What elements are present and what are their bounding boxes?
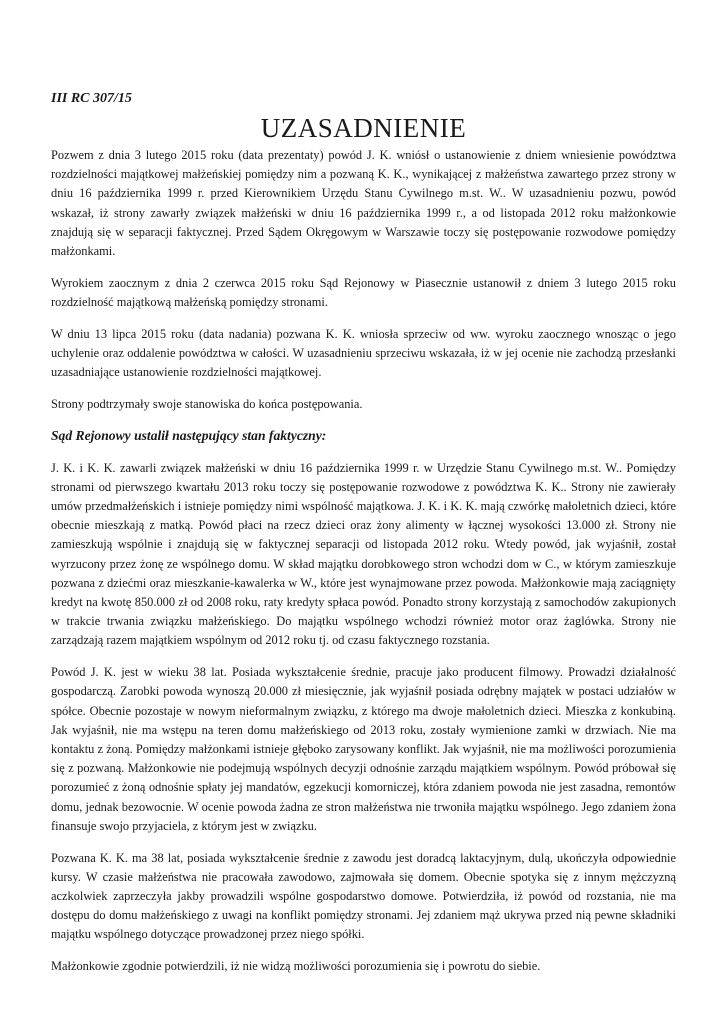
paragraph-marriage-facts: J. K. i K. K. zawarli związek małżeński w dniu 16 października 1999 r. w Urzędzie Stanu Cywilnego m.st. W.. Pomiędzy stronami od pierwszego kwartału 2013 roku toczy się postępowanie rozwodowe z powództwa K. K.. Strony nie zawierały umów przedmałżeńskich i istnieje pomiędzy nimi wspólność majątkowa. J. K. i K. K. mają czwórkę małoletnich dzieci, które obecnie mieszkają z matką. Powód płaci na rzecz dzieci oraz żony alimenty w łącznej wysokości 13.000 zł. Strony nie zamieszkują wspólnie i znajdują się w faktycznej separacji od listopada 2012 roku. Wtedy powód, jak wyjaśnił, został wyrzucony przez żonę ze wspólnego domu. W skład majątku dorobkowego stron wchodzi dom w C., w którym zamieszkuje pozwana z dziećmi oraz mieszkanie-kawalerka w W., które jest wynajmowane przez powoda. Małżonkowie mają zaciągnięty kredyt na kwotę 850.000 zł od 2008 roku, raty kredyty spłaca powód. Ponadto strony korzystają z samochodów zakupionych w trakcie trwania związku małżeńskiego. Do majątku wspólnego wchodzi również motor oraz żaglówka. Strony nie zarządzają razem majątkiem wspólnym od 2012 roku tj. od czasu faktycznego rozstania. <box>51 460 676 648</box>
document-page <box>51 90 676 989</box>
paragraph-plaintiff: Powód J. K. jest w wieku 38 lat. Posiada wykształcenie średnie, pracuje jako producent filmowy. Prowadzi działalność gospodarczą. Zarobki powoda wynoszą 20.000 zł miesięcznie, jak wyjaśnił posiada odrębny majątek w postaci udziałów w spółce. Obecnie pozostaje w nowym nieformalnym związku, z którego ma dwoje małoletnich dzieci. Mieszka z konkubiną. Jak wyjaśnił, nie ma wstępu na teren domu małżeńskiego od 2013 roku, zostały wymienione zamki w drzwiach. Nie ma kontaktu z żoną. Pomiędzy małżonkami istnieje głęboko zarysowany konflikt. Jak wyjaśnił, nie ma możliwości porozumienia się z pozwaną. Małżonkowie nie podejmują wspólnych decyzji odnośnie zarządu majątkiem wspólnym. Powód próbował się porozumieć z żoną odnośnie spłaty jej mandatów, egzekucji komorniczej, która zdaniem powoda nie jest zasadna, remontów domu, jednak bezowocnie. W ocenie powoda żadna ze stron małżeństwa nie trwoniła majątku wspólnego. Jego zdaniem żona finansuje swojo przyjaciela, z którym jest w związku. <box>51 665 676 833</box>
document-title: UZASADNIENIE <box>260 113 467 143</box>
paragraph-objection: W dniu 13 lipca 2015 roku (data nadania) pozwana K. K. wniosła sprzeciw od ww. wyroku zaocznego wnosząc o jego uchylenie oraz oddalenie powództwa w całości. W uzasadnieniu sprzeciwu wskazała, iż w jej ocenie nie zachodzą przesłanki uzasadniające ustanowienie rozdzielności majątkowej. <box>51 326 676 380</box>
paragraph-agreement: Małżonkowie zgodnie potwierdzili, iż nie widzą możliwości porozumienia się i powrotu do siebie. <box>51 959 541 974</box>
case-number: III RC 307/15 <box>51 91 132 106</box>
paragraph-defendant: Pozwana K. K. ma 38 lat, posiada wykształcenie średnie z zawodu jest doradcą laktacyjnym, dulą, ukończyła odpowiednie kursy. W czasie małżeństwa nie pracowała zawodowo, zajmowała się domem. Obecnie spotyka się z innym mężczyzną aczkolwiek zaprzeczyła jakby prowadzili wspólne gospodarstwo domowe. Potwierdziła, iż powód od rozstania, nie ma dostępu do domu małżeńskiego z uwagi na konflikt pomiędzy stronami. Jej zdaniem mąż ukrywa przed nią pewne składniki majątku wspólnego dotyczące prowadzonej przez niego spółki. <box>51 850 676 942</box>
paragraph-claim: Pozwem z dnia 3 lutego 2015 roku (data prezentaty) powód J. K. wniósł o ustanowienie z dniem wniesienie powództwa rozdzielności majątkowej małżeńskiej pomiędzy nim a pozwaną K. K., wynikającej z małżeństwa zawartego przez strony w dniu 16 października 1999 r. przed Kierownikiem Urzędu Stanu Cywilnego m.st. W.. W uzasadnieniu pozwu, powód wskazał, iż strony zawarły związek małżeński w dniu 16 października 1999 r., a od listopada 2012 roku małżonkowie znajdują się w separacji faktycznej. Przed Sądem Okręgowym w Warszawie toczy się postępowanie rozwodowe pomiędzy małżonkami. <box>51 148 676 259</box>
section-heading-facts: Sąd Rejonowy ustalił następujący stan faktyczny: <box>51 428 327 444</box>
paragraph-positions: Strony podtrzymały swoje stanowiska do końca postępowania. <box>51 396 363 411</box>
paragraph-default-judgment: Wyrokiem zaocznym z dnia 2 czerwca 2015 roku Sąd Rejonowy w Piasecznie ustanowił z dniem 3 lutego 2015 roku rozdzielność majątkową małżeńską pomiędzy stronami. <box>51 275 676 309</box>
